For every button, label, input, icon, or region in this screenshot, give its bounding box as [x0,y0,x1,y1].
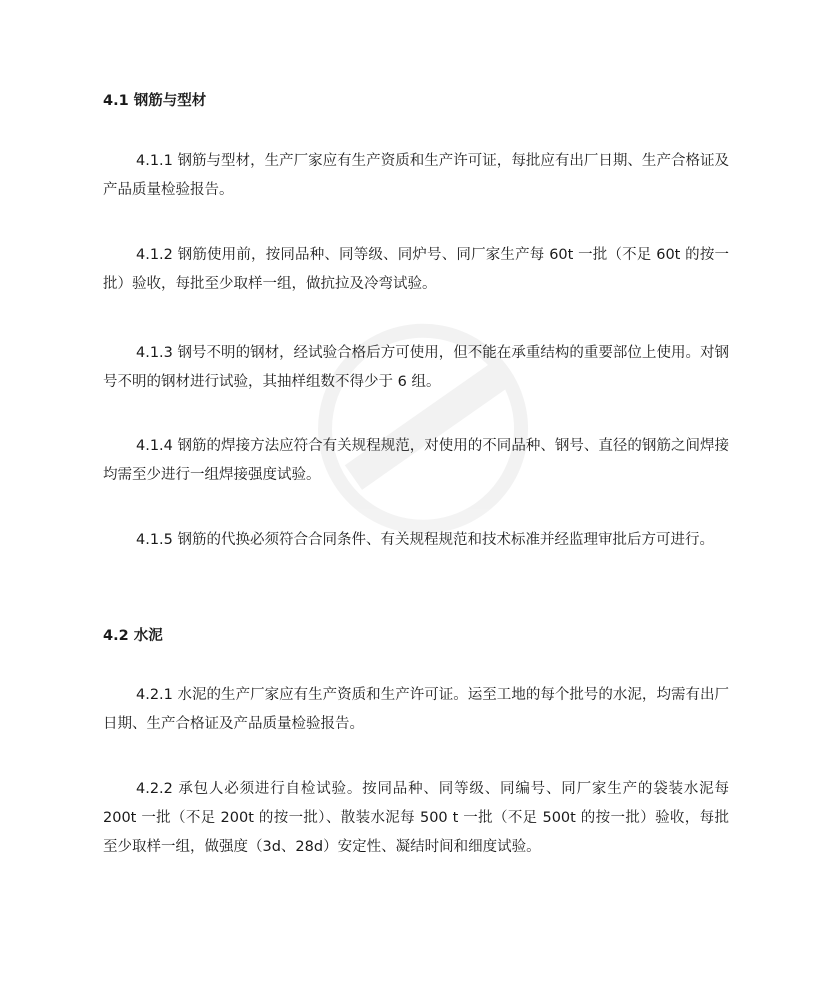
paragraph-4-1-4: 4.1.4 钢筋的焊接方法应符合有关规程规范，对使用的不同品种、钢号、直径的钢筋之间焊接均需至少进行一组焊接强度试验。 [103,438,729,483]
paragraph-4-2-1: 4.2.1 水泥的生产厂家应有生产资质和生产许可证。运至工地的每个批号的水泥，均需有出厂日期、生产合格证及产品质量检验报告。 [103,687,729,732]
paragraph-4-1-2: 4.1.2 钢筋使用前，按同品种、同等级、同炉号、同厂家生产每 60t 一批（不足 60t 的按一批）验收，每批至少取样一组，做抗拉及冷弯试验。 [103,247,729,292]
paragraph-4-1-1: 4.1.1 钢筋与型材，生产厂家应有生产资质和生产许可证，每批应有出厂日期、生产合格证及产品质量检验报告。 [103,153,729,198]
paragraph-4-2-2: 4.2.2 承包人必须进行自检试验。按同品种、同等级、同编号、同厂家生产的袋装水泥每 200t 一批（不足 200t 的按一批）、散装水泥每 500 t 一批（不足 500t 的按一批）验收，每批至少取样一组，做强度（3d、28d）安定性、凝结时间和细度试验。 [103,781,729,855]
paragraph-4-1-3: 4.1.3 钢号不明的钢材，经试验合格后方可使用，但不能在承重结构的重要部位上使用。对钢号不明的钢材进行试验，其抽样组数不得少于 6 组。 [103,345,729,390]
section-heading-4-2: 4.2 水泥 [103,628,163,644]
paragraph-4-1-5: 4.1.5 钢筋的代换必须符合合同条件、有关规程规范和技术标准并经监理审批后方可进行。 [136,532,714,548]
watermark-logo [249,249,611,611]
section-heading-4-1: 4.1 钢筋与型材 [103,93,207,109]
